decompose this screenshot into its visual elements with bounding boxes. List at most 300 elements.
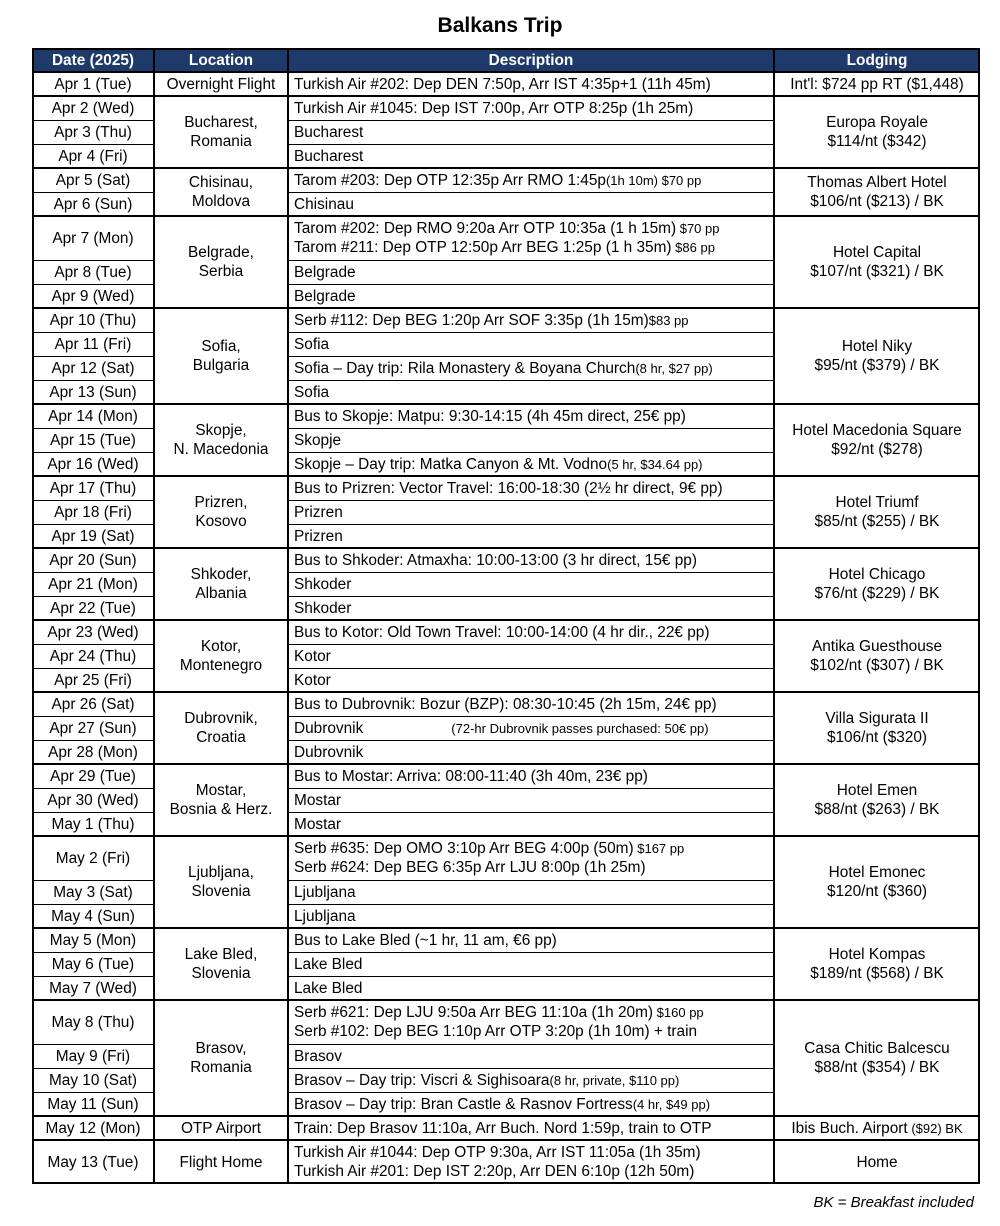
location-country: Slovenia (191, 883, 251, 900)
grid-line (288, 668, 774, 669)
date-cell: Apr 5 (Sat) (55, 171, 131, 189)
lodging-cell (774, 168, 980, 216)
location-country: Albania (195, 585, 247, 602)
grid-line (32, 48, 980, 51)
location-cell (154, 1116, 288, 1140)
lodging-name: Hotel Triumf (835, 494, 919, 511)
date-cell: May 12 (Mon) (45, 1119, 141, 1137)
lodging-cell (774, 1140, 980, 1184)
location-cell (154, 308, 288, 404)
lodging-rate: $92/nt ($278) (831, 441, 923, 458)
description-cell (288, 1140, 774, 1184)
description-text: Serb #621: Dep LJU 9:50a Arr BEG 11:10a (1h 20m) (294, 1004, 654, 1021)
date-cell: Apr 15 (Tue) (50, 431, 136, 449)
description-cell (288, 880, 774, 904)
date-cell: Apr 26 (Sat) (51, 695, 135, 713)
description-cell (288, 380, 774, 404)
grid-line (288, 716, 774, 717)
date-cell: Apr 14 (Mon) (48, 407, 138, 425)
description-cell (288, 192, 774, 216)
grid-line (773, 48, 775, 1184)
location-country: Slovenia (191, 965, 251, 982)
description-text: Sofia (294, 383, 330, 401)
lodging-name: Hotel Chicago (828, 566, 926, 583)
column-header: Date (2025) (32, 48, 154, 72)
location-cell (154, 1000, 288, 1116)
location-name: Shkoder, (190, 566, 252, 583)
description-text: Sofia – Day trip: Rila Monastery & Boyana Church (294, 359, 636, 377)
lodging-rate: $107/nt ($321) / BK (810, 263, 944, 280)
grid-line (288, 740, 774, 741)
grid-line (32, 307, 980, 309)
lodging-name: Hotel Emen (836, 782, 918, 799)
grid-line (32, 716, 154, 717)
description-text: Brasov – Day trip: Bran Castle & Rasnov Fortress (294, 1095, 633, 1113)
lodging-rate: $120/nt ($360) (826, 883, 928, 900)
description-cell (288, 976, 774, 1000)
date-cell: May 9 (Fri) (55, 1047, 131, 1065)
description-text: Lake Bled (294, 979, 363, 997)
grid-line (288, 284, 774, 285)
grid-line (288, 812, 774, 813)
lodging-cell (774, 476, 980, 548)
grid-line (32, 356, 154, 357)
date-cell: Apr 2 (Wed) (51, 99, 135, 117)
description-cell (288, 1116, 774, 1140)
lodging-rate: $85/nt ($255) / BK (814, 513, 940, 530)
grid-line (32, 812, 154, 813)
lodging-rate: $106/nt ($213) / BK (810, 193, 944, 210)
lodging-name: Thomas Albert Hotel (807, 174, 947, 191)
grid-line (288, 356, 774, 357)
description-text: Turkish Air #202: Dep DEN 7:50p, Arr IST 4:35p+1 (11h 45m) (294, 75, 711, 93)
description-text: Shkoder (294, 599, 352, 617)
lodging-rate: $106/nt ($320) (826, 729, 928, 746)
location-country: Kosovo (195, 513, 247, 530)
description-text: Serb #112: Dep BEG 1:20p Arr SOF 3:35p (1h 15m) (294, 311, 649, 329)
lodging-name: Hotel Emonec (828, 864, 926, 881)
grid-line (32, 644, 154, 645)
date-cell: Apr 27 (Sun) (49, 719, 137, 737)
location-country: Croatia (196, 729, 246, 746)
grid-line (288, 192, 774, 193)
grid-line (32, 763, 980, 765)
grid-line (288, 500, 774, 501)
description-text: Serb #635: Dep OMO 3:10p Arr BEG 4:00p (50m) (294, 840, 634, 857)
description-text: Train: Dep Brasov 11:10a, Arr Buch. Nord 1:59p, train to OTP (294, 1119, 712, 1137)
date-cell: Apr 22 (Tue) (50, 599, 136, 617)
grid-line (32, 596, 154, 597)
date-cell: Apr 16 (Wed) (47, 455, 139, 473)
grid-line (32, 215, 980, 217)
location-name: Prizren, (194, 494, 248, 511)
date-cell: May 10 (Sat) (48, 1071, 138, 1089)
lodging-rate: $88/nt ($263) / BK (814, 801, 940, 818)
date-cell: Apr 1 (Tue) (54, 75, 132, 93)
location-name: Kotor, (200, 638, 242, 655)
column-header: Location (154, 48, 288, 72)
grid-line (288, 428, 774, 429)
column-header: Lodging (774, 48, 980, 72)
lodging-rate: $189/nt ($568) / BK (810, 965, 944, 982)
lodging-name: Hotel Niky (841, 338, 913, 355)
description-cell (288, 740, 774, 764)
date-cell: May 7 (Wed) (49, 979, 137, 997)
grid-line (288, 120, 774, 121)
description-text: Sofia (294, 335, 330, 353)
grid-line (32, 167, 980, 169)
description-cell (288, 644, 774, 668)
grid-line (32, 144, 154, 145)
date-cell: Apr 29 (Tue) (50, 767, 136, 785)
location-name: Bucharest, (184, 114, 258, 131)
date-cell: Apr 30 (Wed) (47, 791, 139, 809)
description-cell (288, 812, 774, 836)
description-cell (288, 72, 774, 96)
grid-line (32, 120, 154, 121)
description-cell (288, 904, 774, 928)
description-cell (288, 692, 774, 716)
lodging-name: Home (856, 1153, 898, 1171)
location-name: Mostar, (195, 782, 247, 799)
grid-line (32, 452, 154, 453)
description-note: $167 pp (633, 841, 685, 856)
location-country: Romania (190, 133, 252, 150)
grid-line (978, 48, 981, 1184)
grid-line (32, 332, 154, 333)
grid-line (32, 999, 980, 1001)
description-text: Prizren (294, 503, 343, 521)
location-cell (154, 764, 288, 836)
description-text: Turkish Air #1045: Dep IST 7:00p, Arr OTP 8:25p (1h 25m) (294, 99, 694, 117)
description-text: Ljubljana (294, 907, 356, 925)
description-note: (8 hr, $27 pp) (635, 360, 713, 376)
date-cell: May 11 (Sun) (47, 1095, 139, 1113)
description-text: Bus to Prizren: Vector Travel: 16:00-18:30 (2½ hr direct, 9€ pp) (294, 479, 723, 497)
grid-line (153, 48, 155, 1184)
location-country: Bosnia & Herz. (169, 801, 273, 818)
grid-line (32, 1068, 154, 1069)
description-note: (8 hr, private, $110 pp) (549, 1072, 680, 1088)
description-cell (288, 500, 774, 524)
date-cell: Apr 18 (Fri) (54, 503, 132, 521)
location-cell (154, 692, 288, 764)
lodging-cell (774, 692, 980, 764)
location-country: Romania (190, 1059, 252, 1076)
description-cell (288, 928, 774, 952)
description-note: $83 pp (648, 312, 689, 328)
description-text: Tarom #203: Dep OTP 12:35p Arr RMO 1:45p (294, 171, 606, 189)
description-cell (288, 144, 774, 168)
location-name: Sofia, (201, 338, 241, 355)
lodging-cell (774, 404, 980, 476)
description-cell (288, 308, 774, 332)
description-text: Dubrovnik (294, 719, 364, 737)
description-text: Turkish Air #1044: Dep OTP 9:30a, Arr IST 11:05a (1h 35m) (294, 1144, 701, 1161)
grid-line (32, 1115, 980, 1117)
lodging-cell (774, 1000, 980, 1116)
description-text: Kotor (294, 671, 331, 689)
location-name: Flight Home (179, 1153, 263, 1171)
lodging-rate: $114/nt ($342) (827, 133, 927, 150)
lodging-name: Europa Royale (826, 114, 928, 131)
description-note: (4 hr, $49 pp) (632, 1096, 711, 1112)
date-cell: May 1 (Thu) (51, 815, 135, 833)
grid-line (287, 48, 289, 1184)
description-cell (288, 572, 774, 596)
grid-line (32, 691, 980, 693)
date-cell: Apr 4 (Fri) (58, 147, 128, 165)
lodging-cell (774, 216, 980, 308)
description-text: Brasov (294, 1047, 342, 1065)
description-text: Serb #624: Dep BEG 6:35p Arr LJU 8:00p (1h 25m) (294, 859, 646, 876)
date-cell: May 5 (Mon) (49, 931, 137, 949)
description-cell (288, 1068, 774, 1092)
date-cell: Apr 12 (Sat) (51, 359, 135, 377)
description-text: Brasov – Day trip: Viscri & Sighisoara (294, 1071, 550, 1089)
description-text: Tarom #202: Dep RMO 9:20a Arr OTP 10:35a (1 h 15m) (294, 220, 677, 237)
location-cell (154, 548, 288, 620)
lodging-cell (774, 548, 980, 620)
grid-line (288, 572, 774, 573)
description-text: Chisinau (294, 195, 354, 213)
date-cell: Apr 19 (Sat) (51, 527, 135, 545)
location-name: Skopje, (195, 422, 247, 439)
description-cell (288, 452, 774, 476)
date-cell: Apr 28 (Mon) (48, 743, 138, 761)
description-text: Bus to Skopje: Matpu: 9:30-14:15 (4h 45m direct, 25€ pp) (294, 407, 686, 425)
grid-line (32, 380, 154, 381)
grid-line (288, 952, 774, 953)
lodging-name: Hotel Capital (832, 244, 922, 261)
date-cell: May 3 (Sat) (53, 883, 133, 901)
lodging-cell (774, 836, 980, 928)
grid-line (32, 976, 154, 977)
grid-line (288, 880, 774, 881)
lodging-name: Casa Chitic Balcescu (804, 1040, 950, 1057)
grid-line (32, 547, 980, 549)
grid-line (288, 976, 774, 977)
grid-line (288, 1092, 774, 1093)
location-name: OTP Airport (180, 1119, 262, 1137)
grid-line (32, 952, 154, 953)
grid-line (32, 48, 35, 1184)
date-cell: Apr 8 (Tue) (54, 263, 132, 281)
description-cell (288, 1044, 774, 1068)
description-cell (288, 284, 774, 308)
location-cell (154, 72, 288, 96)
grid-line (288, 260, 774, 261)
grid-line (32, 927, 980, 929)
location-name: Dubrovnik, (184, 710, 258, 727)
description-cell (288, 952, 774, 976)
description-text: Ljubljana (294, 883, 356, 901)
description-cell (288, 764, 774, 788)
description-cell (288, 548, 774, 572)
grid-line (32, 904, 154, 905)
grid-line (32, 668, 154, 669)
lodging-cell (774, 928, 980, 1000)
lodging-rate: $76/nt ($229) / BK (814, 585, 940, 602)
location-cell (154, 476, 288, 548)
grid-line (288, 332, 774, 333)
location-cell (154, 216, 288, 308)
description-note: $70 pp (676, 221, 720, 236)
lodging-name: Villa Sigurata II (825, 710, 929, 727)
location-name: Overnight Flight (166, 75, 276, 93)
grid-line (32, 740, 154, 741)
description-text: Skopje (294, 431, 342, 449)
grid-line (288, 144, 774, 145)
description-cell (288, 404, 774, 428)
location-cell (154, 620, 288, 692)
grid-line (288, 1068, 774, 1069)
date-cell: Apr 25 (Fri) (54, 671, 132, 689)
date-cell: Apr 11 (Fri) (54, 335, 132, 353)
description-text: Shkoder (294, 575, 352, 593)
location-cell (154, 404, 288, 476)
date-cell: Apr 24 (Thu) (49, 647, 137, 665)
description-cell (288, 260, 774, 284)
date-cell: Apr 3 (Thu) (54, 123, 132, 141)
description-text: Bus to Mostar: Arriva: 08:00-11:40 (3h 40m, 23€ pp) (294, 767, 648, 785)
lodging-name: Ibis Buch. Airport (791, 1119, 908, 1137)
date-cell: Apr 20 (Sun) (49, 551, 137, 569)
location-name: Brasov, (195, 1040, 247, 1057)
description-note: $86 pp (671, 240, 715, 255)
date-cell: May 2 (Fri) (55, 849, 131, 867)
lodging-name: Antika Guesthouse (811, 638, 943, 655)
grid-line (288, 644, 774, 645)
lodging-note: ($92) BK (907, 1120, 963, 1136)
description-cell (288, 836, 774, 880)
grid-line (32, 835, 980, 837)
location-cell (154, 168, 288, 216)
description-note: (5 hr, $34.64 pp) (607, 456, 703, 472)
location-name: Chisinau, (188, 174, 254, 191)
description-cell (288, 428, 774, 452)
description-cell (288, 332, 774, 356)
lodging-rate: $102/nt ($307) / BK (810, 657, 944, 674)
lodging-cell (774, 1116, 980, 1140)
location-name: Belgrade, (188, 244, 254, 261)
location-country: Bulgaria (192, 357, 250, 374)
lodging-cell (774, 72, 980, 96)
lodging-rate: $95/nt ($379) / BK (814, 357, 940, 374)
grid-line (288, 380, 774, 381)
description-text: Skopje – Day trip: Matka Canyon & Mt. Vodno (294, 455, 608, 473)
lodging-rate: $88/nt ($354) / BK (814, 1059, 940, 1076)
description-cell (288, 668, 774, 692)
description-text: Bus to Lake Bled (~1 hr, 11 am, €6 pp) (294, 931, 557, 949)
grid-line (32, 880, 154, 881)
date-cell: Apr 9 (Wed) (51, 287, 135, 305)
location-country: N. Macedonia (173, 441, 269, 458)
grid-line (32, 475, 980, 477)
date-cell: May 6 (Tue) (51, 955, 135, 973)
grid-line (32, 524, 154, 525)
location-name: Lake Bled, (184, 946, 258, 963)
date-cell: Apr 23 (Wed) (47, 623, 139, 641)
date-cell: May 4 (Sun) (51, 907, 135, 925)
grid-line (32, 1092, 154, 1093)
grid-line (288, 788, 774, 789)
description-cell (288, 1000, 774, 1044)
location-cell (154, 1140, 288, 1184)
column-header: Description (288, 48, 774, 72)
lodging-name: Int'l: $724 pp RT ($1,448) (790, 75, 964, 93)
grid-line (32, 1139, 980, 1141)
page-title: Balkans Trip (437, 14, 563, 37)
lodging-name: Hotel Macedonia Square (792, 422, 962, 439)
lodging-cell (774, 308, 980, 404)
grid-line (32, 428, 154, 429)
description-cell (288, 524, 774, 548)
grid-line (288, 524, 774, 525)
description-cell (288, 216, 774, 260)
date-cell: Apr 21 (Mon) (48, 575, 138, 593)
description-cell (288, 356, 774, 380)
location-name: Ljubljana, (188, 864, 254, 881)
description-text: Mostar (294, 791, 342, 809)
description-cell (288, 788, 774, 812)
grid-line (32, 1044, 154, 1045)
description-text: Bus to Kotor: Old Town Travel: 10:00-14:00 (4 hr dir., 22€ pp) (294, 623, 710, 641)
grid-line (32, 619, 980, 621)
grid-line (32, 71, 980, 73)
grid-line (32, 284, 154, 285)
description-cell (288, 96, 774, 120)
location-country: Moldova (191, 193, 251, 210)
location-cell (154, 836, 288, 928)
description-cell (288, 120, 774, 144)
description-cell (288, 476, 774, 500)
location-country: Serbia (198, 263, 244, 280)
description-text: Belgrade (294, 287, 356, 305)
location-cell (154, 928, 288, 1000)
description-note: (1h 10m) $70 pp (605, 172, 702, 188)
date-cell: May 13 (Tue) (47, 1153, 139, 1171)
description-text: Mostar (294, 815, 342, 833)
description-cell (288, 596, 774, 620)
itinerary-table (32, 48, 980, 1188)
description-cell (288, 168, 774, 192)
grid-line (288, 452, 774, 453)
grid-line (32, 192, 154, 193)
description-text: Prizren (294, 527, 343, 545)
grid-line (32, 788, 154, 789)
grid-line (288, 596, 774, 597)
grid-line (32, 403, 980, 405)
location-country: Montenegro (179, 657, 263, 674)
description-text: Turkish Air #201: Dep IST 2:20p, Arr DEN 6:10p (12h 50m) (294, 1163, 695, 1180)
description-note: (72-hr Dubrovnik passes purchased: 50€ pp) (451, 720, 709, 736)
date-cell: Apr 13 (Sun) (49, 383, 137, 401)
grid-line (288, 904, 774, 905)
description-text: Dubrovnik (294, 743, 364, 761)
description-cell (288, 1092, 774, 1116)
lodging-cell (774, 620, 980, 692)
grid-line (32, 1182, 980, 1185)
grid-line (32, 572, 154, 573)
grid-line (32, 500, 154, 501)
lodging-name: Hotel Kompas (828, 946, 926, 963)
description-cell (288, 716, 774, 740)
description-text: Serb #102: Dep BEG 1:10p Arr OTP 3:20p (1h 10m) + train (294, 1023, 698, 1040)
description-text: Bucharest (294, 147, 364, 165)
date-cell: Apr 17 (Thu) (49, 479, 137, 497)
description-text: Bucharest (294, 123, 364, 141)
